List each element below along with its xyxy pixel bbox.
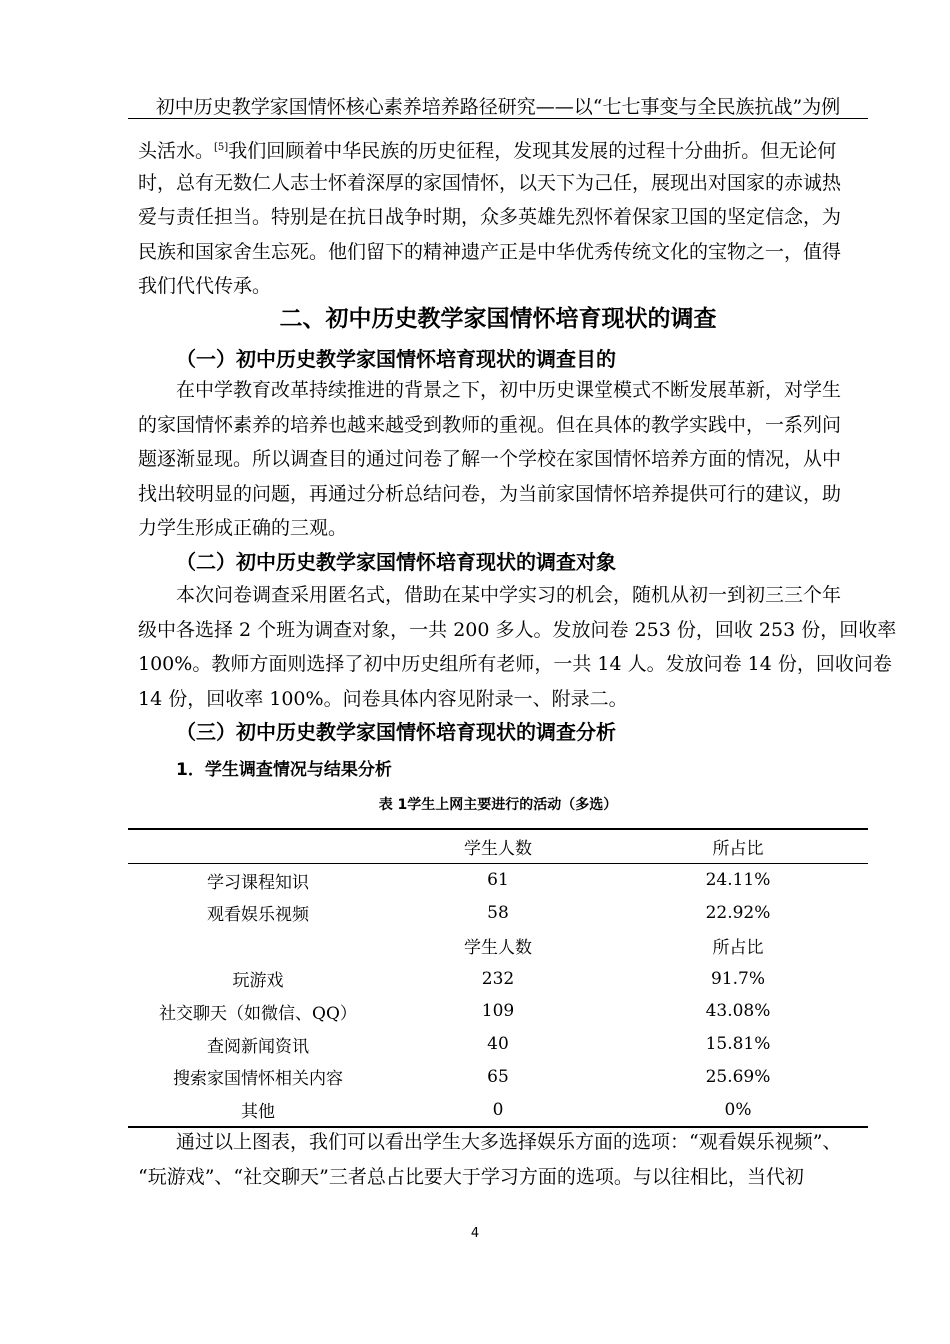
table-row [128, 863, 868, 896]
subsection-heading-purpose: （一）初中历史教学家国情怀培育现状的调查目的 [176, 347, 616, 371]
table-cell: 58 [487, 902, 509, 923]
purpose-paragraph [138, 373, 860, 546]
header-rule [128, 118, 868, 119]
table-cell: 15.81% [705, 1034, 771, 1055]
conclusion-paragraph [138, 1125, 860, 1194]
paragraph-line: 本次问卷调查采用匿名式，借助在某中学实习的机会，随机从初一到初三三个年 [176, 584, 842, 606]
paragraph-line: 爱与责任担当。特别是在抗日战争时期，众多英雄先烈怀着保家卫国的坚定信念，为 [138, 206, 842, 228]
table-cell: 学习课程知识 [207, 872, 309, 893]
subjects-paragraph [138, 578, 897, 716]
paragraph-line: 通过以上图表，我们可以看出学生大多选择娱乐方面的选项：“观看娱乐视频”、 [176, 1131, 842, 1153]
table-cell: 24.11% [705, 870, 771, 891]
table-row [128, 1028, 868, 1061]
table-cell: 学生人数 [388, 829, 608, 863]
table-row [128, 1093, 868, 1127]
running-header: 初中历史教学家国情怀核心素养培养路径研究——以“七七事变与全民族抗战”为例 [155, 96, 841, 118]
paragraph-line: 我们代代传承。 [138, 275, 272, 297]
paragraph-line: “玩游戏”、“社交聊天”三者总占比要大于学习方面的选项。与以往相比，当代初 [138, 1165, 804, 1188]
paragraph-line: 在中学教育改革持续推进的背景之下，初中历史课堂模式不断发展革新，对学生 [176, 379, 842, 401]
paragraph-line: 力学生形成正确的三观。 [138, 517, 348, 539]
table-cell: 社交聊天（如微信、QQ） [159, 1003, 357, 1024]
table-cell: 学生人数 [464, 938, 532, 959]
subsection-heading-analysis: （三）初中历史教学家国情怀培育现状的调查分析 [176, 720, 616, 744]
table-cell: 91.7% [710, 968, 765, 989]
table-cell: 0% [608, 1093, 868, 1127]
page-number: 4 [470, 1226, 480, 1241]
subsection-heading-subjects: （二）初中历史教学家国情怀培育现状的调查对象 [176, 550, 616, 574]
paragraph-line: 民族和国家舍生忘死。他们留下的精神遗产正是中华优秀传统文化的宝物之一，值得 [138, 240, 842, 263]
table-row [128, 995, 868, 1028]
intro-paragraph [138, 131, 860, 304]
paragraph-line: 100%。教师方面则选择了初中历史组所有老师，一共 14 人。发放问卷 14 份，回收问卷 [138, 653, 892, 675]
table-cell: 0 [388, 1093, 608, 1127]
table-row [128, 1061, 868, 1094]
table-row [128, 962, 868, 995]
paragraph-line: 的家国情怀素养的培养也越来越受到教师的重视。但在具体的教学实践中，一系列问 [138, 413, 842, 436]
table-row [128, 897, 868, 930]
table-cell: 61 [487, 870, 509, 891]
table-row [128, 929, 868, 962]
paragraph-line: 找出较明显的问题，再通过分析总结问卷，为当前家国情怀培养提供可行的建议，助 [138, 482, 842, 505]
table-cell: 搜索家国情怀相关内容 [173, 1069, 343, 1090]
citation-ref: [5] [214, 142, 229, 153]
table-cell: 65 [487, 1066, 509, 1087]
table-cell: 查阅新闻资讯 [207, 1036, 309, 1057]
item-heading: 1．学生调查情况与结果分析 [176, 760, 392, 780]
paragraph-line: 14 份，回收率 100%。问卷具体内容见附录一、附录二。 [138, 687, 628, 710]
table-cell: 40 [487, 1034, 509, 1055]
table-cell: 所占比 [712, 938, 764, 959]
paragraph-line: 头活水。[5]我们回顾着中华民族的历史征程，发现其发展的过程十分曲折。但无论何 [138, 140, 837, 162]
paragraph-line: 时，总有无数仁人志士怀着深厚的家国情怀，以天下为己任，展现出对国家的赤诚热 [138, 171, 842, 194]
table-cell: 所占比 [608, 829, 868, 863]
table-cell: 109 [481, 1001, 515, 1022]
table-cell: 观看娱乐视频 [207, 905, 309, 926]
table-cell: 25.69% [705, 1066, 771, 1087]
activities-table [128, 828, 868, 1128]
table-cell: 43.08% [705, 1001, 771, 1022]
table-cell: 其他 [128, 1093, 388, 1127]
table-header-row [128, 829, 868, 863]
section-heading: 二、初中历史教学家国情怀培育现状的调查 [279, 306, 717, 332]
table-cell [128, 829, 388, 863]
table-cell [128, 929, 388, 962]
table-cell: 玩游戏 [232, 971, 284, 992]
table-cell: 232 [481, 968, 515, 989]
table-caption: 表 1学生上网主要进行的活动（多选） [378, 797, 618, 813]
table-cell: 22.92% [705, 902, 771, 923]
paragraph-line: 题逐渐显现。所以调查目的通过问卷了解一个学校在家国情怀培养方面的情况，从中 [138, 448, 842, 470]
paragraph-line: 级中各选择 2 个班为调查对象，一共 200 多人。发放问卷 253 份，回收 253 份，回收率 [138, 618, 897, 641]
